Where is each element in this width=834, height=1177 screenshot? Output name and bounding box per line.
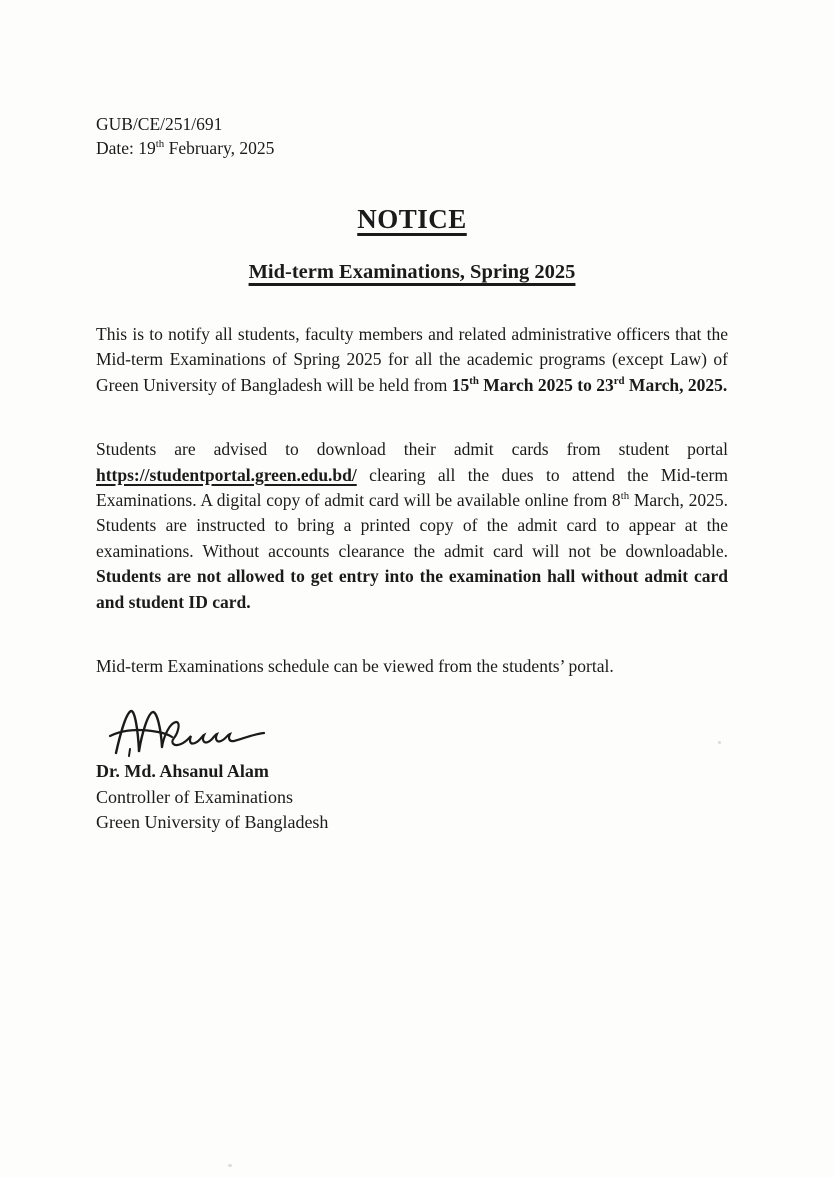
signatory-name: Dr. Md. Ahsanul Alam <box>96 761 269 782</box>
signature-block <box>96 705 728 836</box>
reference-number: GUB/CE/251/691 <box>96 114 223 134</box>
paragraph-exam-dates: This is to notify all students, faculty members and related administrative officers that the Mid-term Examinations of Spring 2025 for all the academic programs (except Law) of Green University of Bangladesh will be held from 15th March 2025 to 23rd March, 2025. <box>96 324 728 395</box>
scan-speck <box>228 1164 232 1167</box>
notice-title: NOTICE <box>357 204 467 234</box>
date-line: Date: 19th February, 2025 <box>96 138 275 158</box>
signatory-title: Controller of Examinations <box>96 786 293 807</box>
signatory-organization: Green University of Bangladesh <box>96 812 329 833</box>
paragraph-admit-card: Students are advised to download their admit cards from student portal https://studentportal.green.edu.bd/ clearing all the dues to attend the Mid-term Examinations. A digital copy of admit card will be available online from 8th March, 2025. Students are instructed to bring a printed copy of the admit card to appear at the examinations. Without accounts clearance the admit card will not be downloadable. Students are not allowed to get entry into the examination hall without admit card and student ID card. <box>96 439 728 612</box>
notice-subtitle: Mid-term Examinations, Spring 2025 <box>248 261 576 283</box>
document-content <box>96 112 728 836</box>
scan-speck <box>718 741 721 744</box>
signature-image <box>106 705 286 757</box>
paragraph-schedule: Mid-term Examinations schedule can be viewed from the students’ portal. <box>96 656 614 677</box>
